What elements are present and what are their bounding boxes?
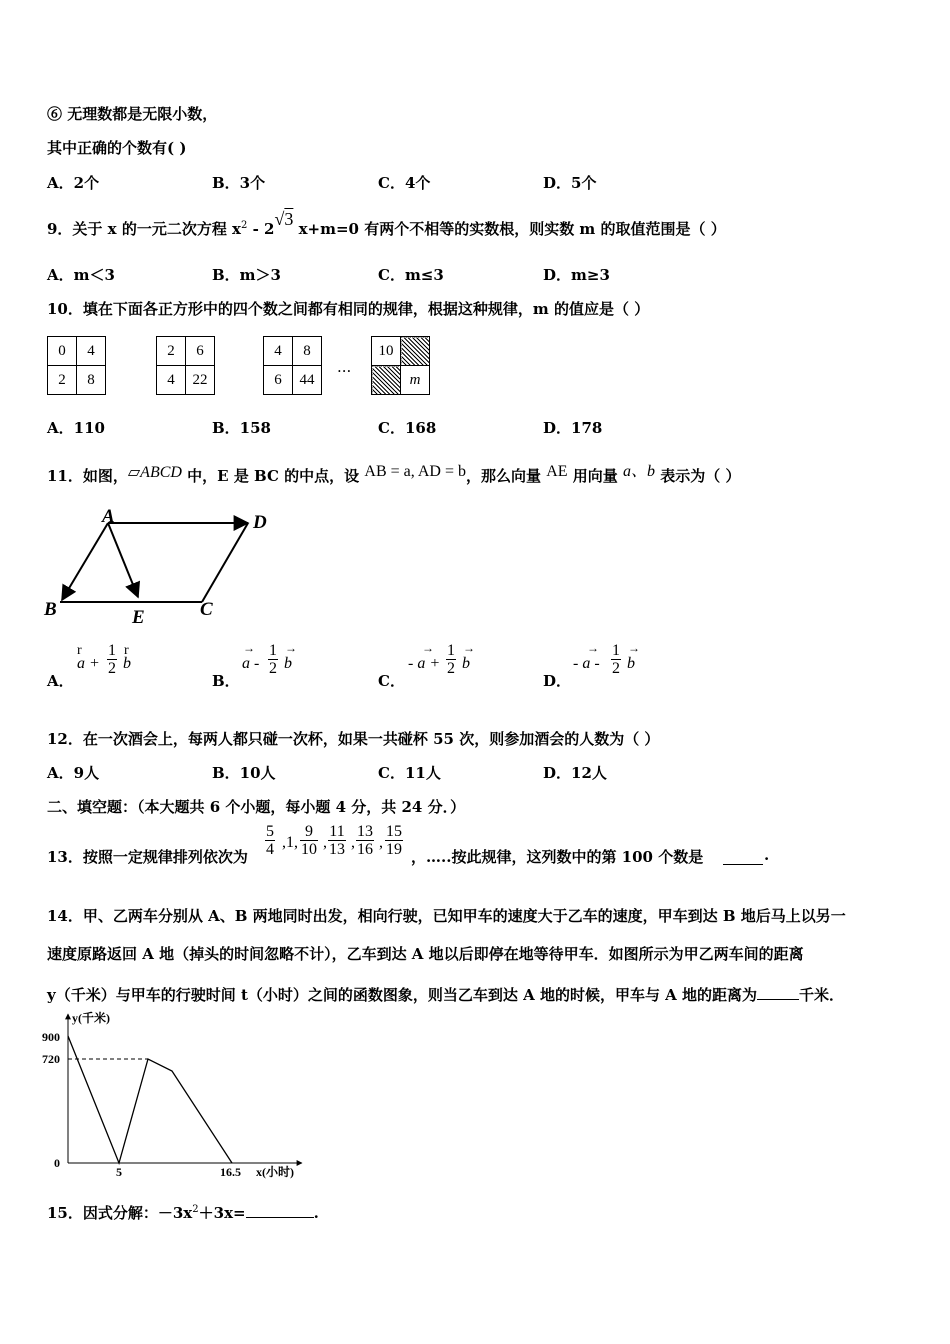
q10-ellipsis: ···	[337, 362, 352, 380]
cell: 6	[264, 366, 293, 395]
q9-stem: 9．关于 x 的一元二次方程 $x^2 - 2√3$ x+m=0 有两个不相等的实数根，则实数 m 的取值范围是（ ）	[47, 209, 726, 238]
x-tick-5: 5	[116, 1165, 122, 1179]
q8-option-b: B．3个	[212, 174, 266, 192]
cell: 2	[48, 366, 77, 395]
q14-line-1: 14．甲、乙两车分别从 A、B 两地同时出发，相向行驶，已知甲车的速度大于乙车的速度，甲车到达 B 地后马上以另一	[47, 907, 846, 925]
arrow-mark: →	[422, 641, 434, 655]
q12-stem: 12．在一次酒会上，每两人都只碰一次杯，如果一共碰杯 55 次，则参加酒会的人数为（ ）	[47, 730, 660, 748]
q13-answer-blank[interactable]	[723, 846, 763, 865]
cell: 22	[186, 366, 215, 395]
label-d: D	[253, 512, 267, 533]
cell: 4	[77, 337, 106, 366]
y-tick-900: 900	[42, 1030, 60, 1044]
label-c: C	[200, 599, 213, 620]
cell: 4	[264, 337, 293, 366]
q14-answer-blank[interactable]	[757, 981, 799, 1000]
arrow-mark: r	[124, 643, 129, 658]
y-tick-720: 720	[42, 1052, 60, 1066]
arrow-mark: →	[587, 641, 599, 655]
cell: 10	[372, 337, 401, 366]
q10-option-a: A．110	[47, 419, 105, 437]
q9-option-b: B．m＞3	[212, 266, 281, 284]
q15-stem: 15．因式分解：$-3x^2+3x=$ .	[47, 1199, 319, 1223]
label-b: B	[44, 599, 57, 620]
cell-m: m	[401, 366, 430, 395]
vector-ae	[108, 523, 138, 597]
q8-option-a: A．2个	[47, 174, 100, 192]
arrow-mark: →	[285, 641, 297, 655]
y-tick-0: 0	[54, 1156, 60, 1170]
vector-ab	[62, 523, 108, 600]
hatched-cell	[372, 366, 401, 395]
q12-option-a: A．9人	[47, 764, 100, 782]
cell: 2	[157, 337, 186, 366]
q14-line-2: 速度原路返回 A 地（掉头的时间忽略不计），乙车到达 A 地以后即停在地等待甲车．如图所示为甲乙两车间的距离	[47, 945, 804, 963]
q9-option-a: A．m＜3	[47, 266, 115, 284]
x-axis-label: x(小时)	[256, 1165, 294, 1179]
q10-square-2	[156, 336, 215, 395]
cell: 44	[293, 366, 322, 395]
cell: 0	[48, 337, 77, 366]
arrow-mark: →	[628, 641, 640, 655]
cell: 8	[293, 337, 322, 366]
q10-square-1	[47, 336, 106, 395]
q15-answer-blank[interactable]	[246, 1199, 314, 1218]
x-tick-16-5: 16.5	[220, 1165, 241, 1179]
arrow-mark: →	[463, 641, 475, 655]
q11-stem: 11．如图，▱ABCD 中，E 是 BC 的中点，设 AB = a, AD = b，那么向量 AE 用向量 a、b 表示为（ ）	[47, 463, 741, 485]
q10-option-d: D．178	[543, 419, 603, 437]
q10-square-4	[371, 336, 430, 395]
q12-option-c: C．11人	[378, 764, 441, 782]
q14-line-3: y（千米）与甲车的行驶时间 t（小时）之间的函数图象，则当乙车到达 A 地的时候，甲车与 A 地的距离为 千米．	[47, 981, 844, 1005]
y-axis-label: y(千米)	[72, 1011, 110, 1025]
q8-stem: 其中正确的个数有( )	[47, 139, 187, 157]
q10-option-c: C．168	[378, 419, 437, 437]
section-2-heading: 二、填空题：（本大题共 6 个小题，每小题 4 分，共 24 分．）	[47, 798, 466, 816]
cell: 4	[157, 366, 186, 395]
label-e: E	[132, 607, 145, 628]
arrow-mark: →	[243, 641, 255, 655]
q8-option-d: D．5个	[543, 174, 597, 192]
segment-cd	[202, 523, 248, 602]
arrow-mark: r	[77, 643, 82, 658]
label-a: A	[102, 506, 115, 527]
q10-option-b: B．158	[212, 419, 271, 437]
cell: 8	[77, 366, 106, 395]
q10-square-3	[263, 336, 322, 395]
q10-stem: 10．填在下面各正方形中的四个数之间都有相同的规律，根据这种规律，m 的值应是（ ）	[47, 300, 650, 318]
q12-option-b: B．10人	[212, 764, 276, 782]
q8-item6: ⑥ 无理数都是无限小数，	[47, 105, 218, 123]
q13-stem: 13．按照一定规律排列依次为 $\frac{5}{4}$ ,1, $\frac{9}{10}$ , $\frac{11}{13}$ , $\frac{13}{16}$ , $\frac{15}{19}$ ，…..按此规律，这列数中的第 100 个数是 .	[47, 823, 770, 866]
q12-option-d: D．12人	[543, 764, 607, 782]
q9-option-d: D．m≥3	[543, 266, 610, 284]
q14-distance-time-graph	[40, 1008, 320, 1186]
hatched-cell	[401, 337, 430, 366]
cell: 6	[186, 337, 215, 366]
distance-curve	[68, 1036, 232, 1163]
q8-option-c: C．4个	[378, 174, 431, 192]
q9-option-c: C．m≤3	[378, 266, 444, 284]
parallelogram-figure	[40, 505, 290, 630]
